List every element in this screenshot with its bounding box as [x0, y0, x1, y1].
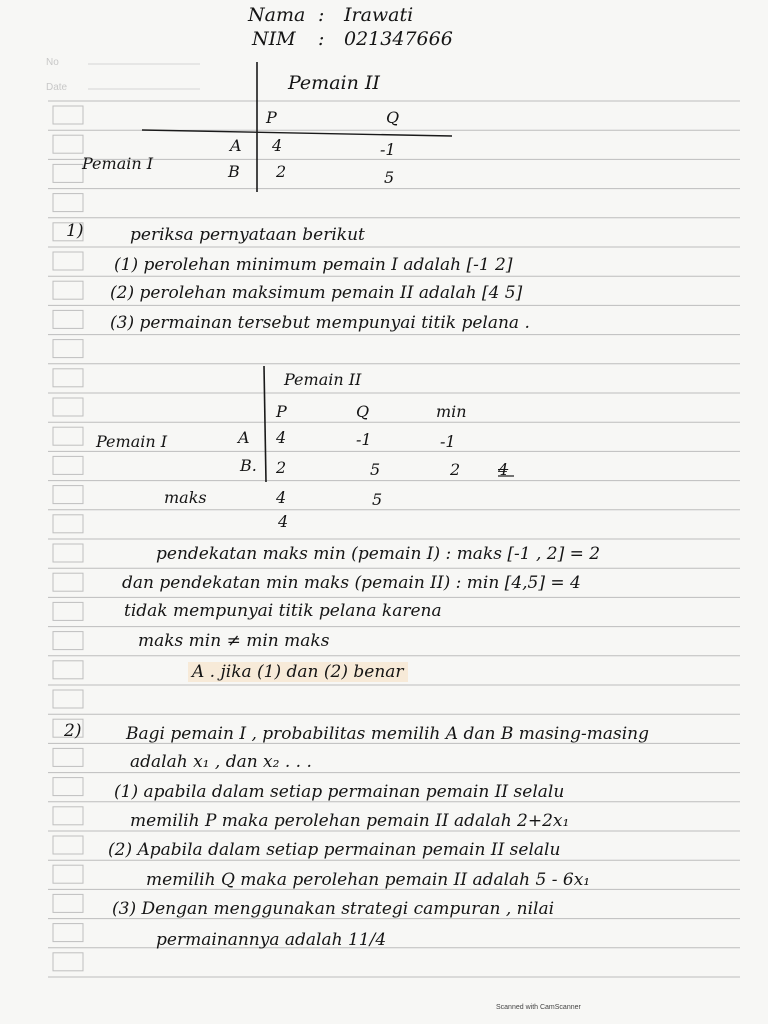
table1-cell-b-q: 5 — [384, 168, 395, 187]
table2-cell-a-p: 4 — [276, 428, 287, 447]
no-label: No — [46, 57, 59, 68]
nama-label: Nama — [248, 4, 306, 26]
margin-box — [53, 778, 83, 796]
table2-row-b-label: B. — [240, 456, 257, 475]
table2-cell-a-min: -1 — [440, 432, 456, 451]
table1-cell-b-p: 2 — [276, 162, 287, 181]
table2-under-value: 4 — [278, 512, 289, 531]
table1-player1-label: Pemain I — [82, 154, 154, 173]
margin-box — [53, 456, 83, 474]
margin-box — [53, 690, 83, 708]
table2-maks-p: 4 — [276, 488, 287, 507]
margin-box — [53, 398, 83, 416]
margin-box — [53, 106, 83, 124]
table1-row-a-label: A — [230, 136, 242, 155]
table1-cell-a-p: 4 — [272, 136, 283, 155]
margin-box — [53, 602, 83, 620]
table2-player1-label: Pemain I — [96, 432, 168, 451]
margin-box — [53, 836, 83, 854]
table1-horizontal-rule — [142, 130, 452, 136]
margin-box — [53, 340, 83, 358]
q1-statement-3: (3) permainan tersebut mempunyai titik pelana . — [110, 313, 530, 333]
table2-cell-b-p: 2 — [276, 458, 287, 477]
table2-col-p: P — [276, 402, 287, 421]
q2-number: 2) — [64, 721, 82, 741]
margin-box — [53, 661, 83, 679]
q1-intro: periksa pernyataan berikut — [130, 225, 365, 245]
table2-player2-label: Pemain II — [284, 370, 362, 389]
q1-number: 1) — [66, 221, 84, 241]
margin-box — [53, 164, 83, 182]
table1-cell-a-q: -1 — [380, 140, 396, 159]
date-label: Date — [46, 82, 68, 93]
margin-box — [53, 515, 83, 533]
table2-col-min: min — [436, 402, 467, 421]
margin-box — [53, 573, 83, 591]
margin-box — [53, 924, 83, 942]
q1-statement-2: (2) perolehan maksimum pemain II adalah [4 5] — [110, 283, 523, 303]
table2-cell-b-min: 2 — [450, 460, 461, 479]
answer-line-3: tidak mempunyai titik pelana karena — [124, 601, 442, 621]
margin-box — [53, 894, 83, 912]
margin-box — [53, 486, 83, 504]
margin-box — [53, 807, 83, 825]
nim-label: NIM — [252, 28, 296, 50]
margin-box — [53, 748, 83, 766]
margin-box — [53, 369, 83, 387]
margin-box — [53, 310, 83, 328]
nim-separator: : — [318, 28, 325, 50]
table2-maks-label: maks — [164, 488, 207, 507]
margin-box — [53, 135, 83, 153]
q2-line-8: permainannya adalah 11/4 — [156, 930, 387, 950]
margin-box — [53, 427, 83, 445]
margin-box — [53, 953, 83, 971]
table2-maks-q: 5 — [372, 490, 383, 509]
answer-line-2: dan pendekatan min maks (pemain II) : min [4,5] = 4 — [122, 573, 581, 593]
table2-col-q: Q — [356, 402, 370, 421]
q2-line-6: memilih Q maka perolehan pemain II adalah 5 - 6x₁ — [146, 870, 591, 890]
nama-separator: : — [318, 4, 325, 26]
margin-box — [53, 252, 83, 270]
q2-line-5: (2) Apabila dalam setiap permainan pemain II selalu — [108, 840, 561, 860]
scanner-watermark: Scanned with CamScanner — [496, 1004, 581, 1011]
nama-value: Irawati — [344, 4, 414, 26]
table1-row-b-label: B — [228, 162, 240, 181]
table1-col-q: Q — [386, 108, 400, 127]
margin-box — [53, 194, 83, 212]
q2-line-4: memilih P maka perolehan pemain II adalah 2+2x₁ — [130, 811, 570, 831]
table2-cell-b-q: 5 — [370, 460, 381, 479]
table1-player2-label: Pemain II — [288, 72, 380, 94]
q2-line-7: (3) Dengan menggunakan strategi campuran , nilai — [112, 899, 555, 919]
answer-line-4: maks min ≠ min maks — [138, 631, 330, 651]
table2-vertical-rule — [264, 366, 266, 482]
q1-statement-1: (1) perolehan minimum pemain I adalah [-1 2] — [114, 255, 513, 275]
q2-line-1: Bagi pemain I , probabilitas memilih A dan B masing-masing — [126, 724, 649, 744]
answer-line-1: pendekatan maks min (pemain I) : maks [-1 , 2] = 2 — [156, 544, 601, 564]
margin-box — [53, 632, 83, 650]
q2-line-3: (1) apabila dalam setiap permainan pemain II selalu — [114, 782, 565, 802]
margin-box — [53, 544, 83, 562]
table2-row-a-label: A — [238, 428, 250, 447]
q2-line-2: adalah x₁ , dan x₂ . . . — [130, 752, 312, 772]
table1-col-p: P — [266, 108, 277, 127]
table2-crossed-value: 4 — [498, 460, 509, 479]
margin-box — [53, 281, 83, 299]
answer-conclusion: A . jika (1) dan (2) benar — [188, 662, 408, 682]
nim-value: 021347666 — [344, 28, 453, 50]
table2-cell-a-q: -1 — [356, 430, 372, 449]
margin-box — [53, 865, 83, 883]
